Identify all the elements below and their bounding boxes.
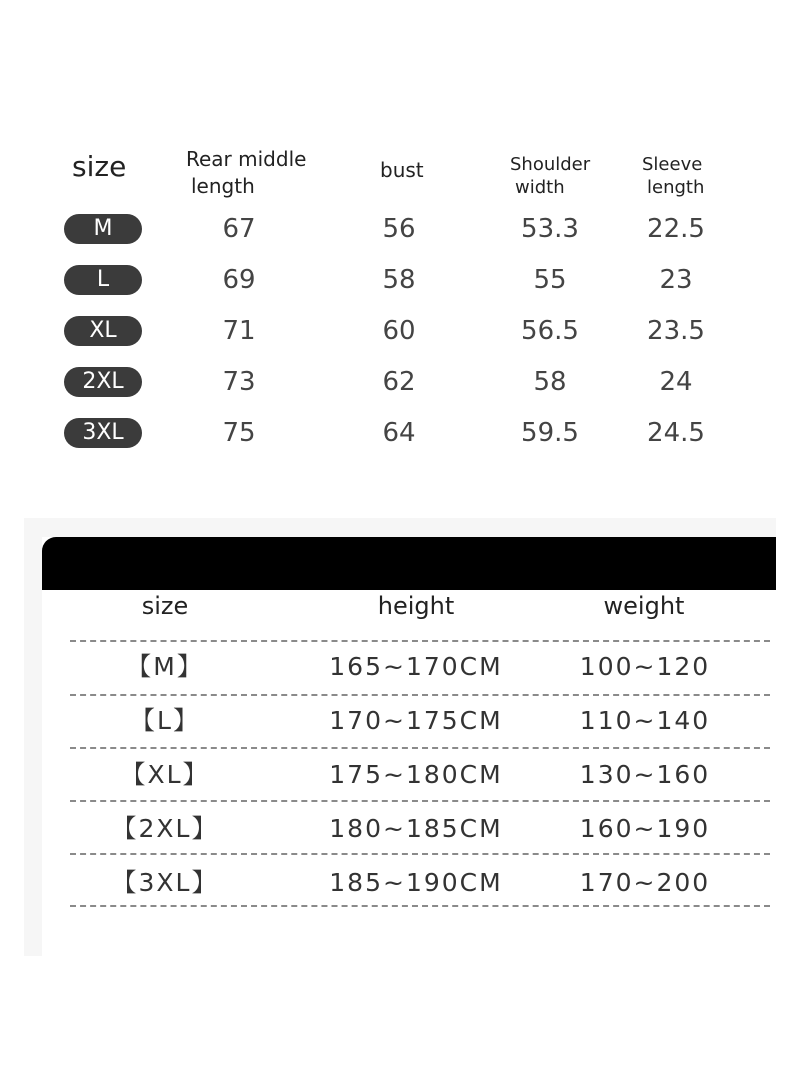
- sleeve-value: 22.5: [647, 214, 705, 244]
- guide-height-value: 180~185CM: [329, 814, 503, 843]
- size-badge: L: [64, 265, 142, 295]
- guide-height-value: 170~175CM: [329, 706, 503, 735]
- guide-header-weight: weight: [603, 592, 685, 620]
- guide-size-value: 【M】: [126, 652, 204, 681]
- size-guide-header-bar: [42, 537, 776, 590]
- guide-weight-value: 100~120: [579, 652, 711, 681]
- guide-size-value: 【L】: [130, 706, 200, 735]
- sleeve-value: 23.5: [647, 316, 705, 346]
- table-row: [0, 748, 800, 802]
- rear-length-value: 67: [222, 214, 256, 244]
- table-row: [0, 260, 800, 300]
- table-row: [0, 413, 800, 453]
- guide-weight-value: 130~160: [579, 760, 711, 789]
- bust-value: 60: [382, 316, 416, 346]
- sleeve-value: 24.5: [647, 418, 705, 448]
- shoulder-value: 58: [533, 367, 567, 397]
- guide-weight-value: 110~140: [579, 706, 711, 735]
- shoulder-value: 59.5: [521, 418, 579, 448]
- header-shoulder-line1: Shoulder: [510, 154, 591, 175]
- divider: [70, 905, 770, 907]
- guide-weight-value: 170~200: [579, 868, 711, 897]
- guide-height-value: 185~190CM: [329, 868, 503, 897]
- size-badge: M: [64, 214, 142, 244]
- header-shoulder-width: [510, 153, 590, 199]
- header-sleeve-line2: length: [647, 177, 705, 198]
- shoulder-value: 53.3: [521, 214, 579, 244]
- guide-height-value: 165~170CM: [329, 652, 503, 681]
- rear-length-value: 75: [222, 418, 256, 448]
- rear-length-value: 73: [222, 367, 256, 397]
- header-rear-line2: length: [191, 174, 255, 198]
- sleeve-value: 23: [659, 265, 693, 295]
- guide-size-value: 【XL】: [120, 760, 210, 789]
- guide-header-size: size: [141, 592, 189, 620]
- bust-value: 58: [382, 265, 416, 295]
- header-shoulder-line2: width: [515, 177, 565, 198]
- header-sleeve-line1: Sleeve: [642, 154, 703, 175]
- table-row: [0, 209, 800, 249]
- size-badge: XL: [64, 316, 142, 346]
- table-row: [0, 694, 800, 748]
- header-size: size: [72, 150, 127, 183]
- bust-value: 56: [382, 214, 416, 244]
- shoulder-value: 55: [533, 265, 567, 295]
- shoulder-value: 56.5: [521, 316, 579, 346]
- guide-size-value: 【3XL】: [111, 868, 219, 897]
- size-badge: 3XL: [64, 418, 142, 448]
- rear-length-value: 69: [222, 265, 256, 295]
- table-row: [0, 362, 800, 402]
- bust-value: 62: [382, 367, 416, 397]
- header-bust: bust: [380, 158, 424, 182]
- table-row: [0, 802, 800, 856]
- guide-weight-value: 160~190: [579, 814, 711, 843]
- guide-height-value: 175~180CM: [329, 760, 503, 789]
- table-row: [0, 856, 800, 910]
- guide-header-height: height: [377, 592, 455, 620]
- table-row: [0, 311, 800, 351]
- header-rear-line1: Rear middle: [186, 147, 307, 171]
- header-rear-middle-length: [186, 146, 306, 200]
- rear-length-value: 71: [222, 316, 256, 346]
- bust-value: 64: [382, 418, 416, 448]
- sleeve-value: 24: [659, 367, 693, 397]
- size-badge: 2XL: [64, 367, 142, 397]
- table-row: [0, 640, 800, 694]
- header-sleeve-length: [642, 153, 704, 199]
- guide-size-value: 【2XL】: [111, 814, 219, 843]
- divider: [70, 853, 770, 855]
